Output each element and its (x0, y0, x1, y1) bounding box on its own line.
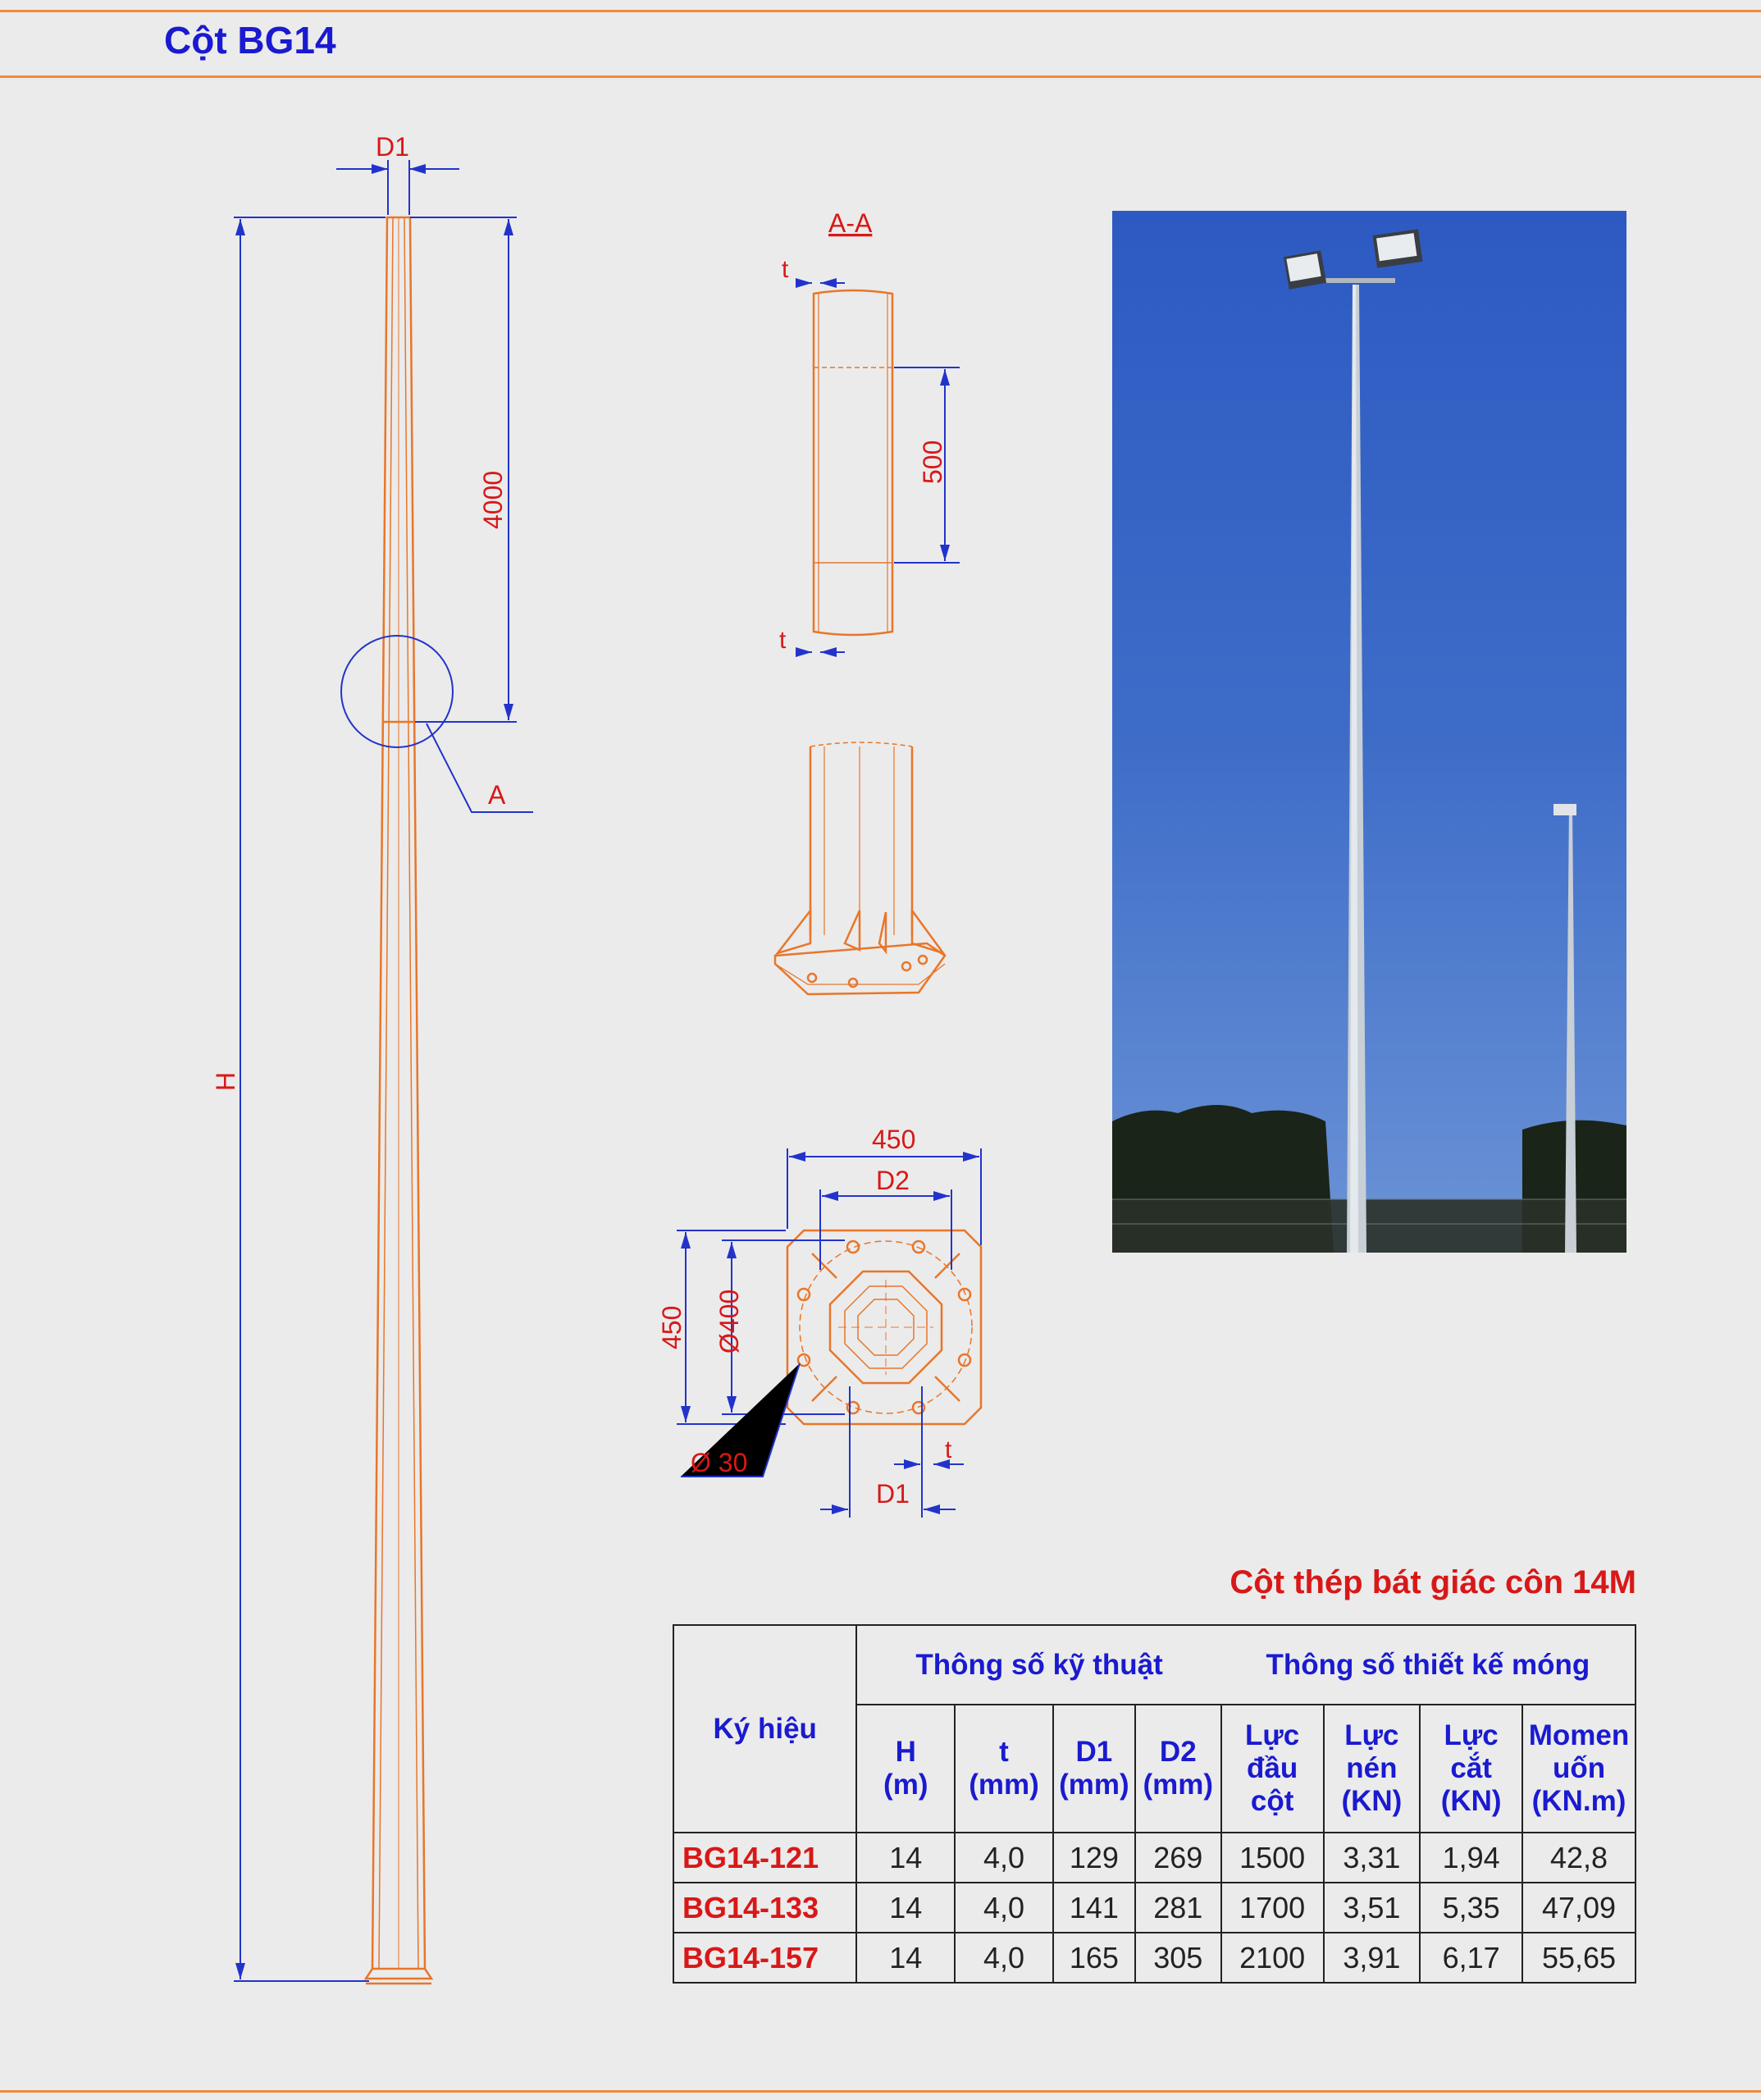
section-a-a (814, 290, 892, 635)
table-row (673, 1883, 1636, 1933)
cell: 1700 (1221, 1883, 1324, 1933)
header-code: Ký hiệu (673, 1625, 856, 1833)
cell: 4,0 (955, 1883, 1053, 1933)
header-col-luc-nen: Lực nén (KN) (1324, 1705, 1421, 1833)
cell: 4,0 (955, 1833, 1053, 1883)
cell: 141 (1053, 1883, 1135, 1933)
cell: 47,09 (1522, 1883, 1636, 1933)
section-title: A-A (828, 208, 873, 238)
header-group-tech: Thông số kỹ thuật (856, 1625, 1220, 1705)
base-hole-label: Ø 30 (691, 1448, 748, 1477)
cell: 14 (856, 1933, 955, 1983)
base-height-label: 450 (657, 1305, 687, 1349)
cell: 3,51 (1324, 1883, 1421, 1933)
detail-a-circle (341, 636, 453, 747)
cell: 55,65 (1522, 1933, 1636, 1983)
cell: 3,91 (1324, 1933, 1421, 1983)
cell: 1500 (1221, 1833, 1324, 1883)
row-code: BG14-157 (673, 1933, 856, 1983)
cell: 305 (1135, 1933, 1221, 1983)
base-width-label: 450 (872, 1125, 916, 1154)
pole-d1-label: D1 (376, 132, 409, 162)
row-code: BG14-133 (673, 1883, 856, 1933)
table-title: Cột thép bát giác côn 14M (1230, 1564, 1636, 1600)
lighting-pole-photo (1112, 211, 1626, 1253)
cell: 14 (856, 1883, 955, 1933)
section-t-top: t (782, 256, 789, 283)
header-group-found: Thông số thiết kế móng (1221, 1625, 1636, 1705)
table-row (673, 1933, 1636, 1983)
header-col-d2: D2 (mm) (1135, 1705, 1221, 1833)
cell: 5,35 (1420, 1883, 1522, 1933)
pole-height-label: H (211, 1071, 240, 1091)
header-col-luc-dau-cot: Lực đầu cột (1221, 1705, 1324, 1833)
page-title: Cột BG14 (164, 19, 336, 62)
base-t-label: t (945, 1436, 952, 1463)
cell: 14 (856, 1833, 955, 1883)
detail-a-label: A (488, 780, 506, 810)
cell: 1,94 (1420, 1833, 1522, 1883)
pole-elevation (366, 217, 431, 1984)
header-col-d1: D1 (mm) (1053, 1705, 1135, 1833)
cell: 269 (1135, 1833, 1221, 1883)
dim-4000-label: 4000 (478, 470, 508, 529)
cell: 165 (1053, 1933, 1135, 1983)
cell: 6,17 (1420, 1933, 1522, 1983)
header-col-h: H (m) (856, 1705, 955, 1833)
cell: 129 (1053, 1833, 1135, 1883)
cell: 2100 (1221, 1933, 1324, 1983)
cell: 42,8 (1522, 1833, 1636, 1883)
header-col-t: t (mm) (955, 1705, 1053, 1833)
base-isometric (775, 742, 945, 994)
base-d1-label: D1 (876, 1479, 910, 1509)
header-col-luc-cat: Lực cắt (KN) (1420, 1705, 1522, 1833)
cell: 281 (1135, 1883, 1221, 1933)
dim-500-label: 500 (918, 440, 947, 484)
header-col-momen: Momen uốn (KN.m) (1522, 1705, 1636, 1833)
cell: 4,0 (955, 1933, 1053, 1983)
section-t-bottom: t (779, 627, 787, 654)
base-circle-label: Ø400 (714, 1289, 744, 1354)
row-code: BG14-121 (673, 1833, 856, 1883)
base-d2-label: D2 (876, 1166, 910, 1195)
table-row (673, 1833, 1636, 1883)
spec-table (673, 1624, 1636, 1984)
cell: 3,31 (1324, 1833, 1421, 1883)
